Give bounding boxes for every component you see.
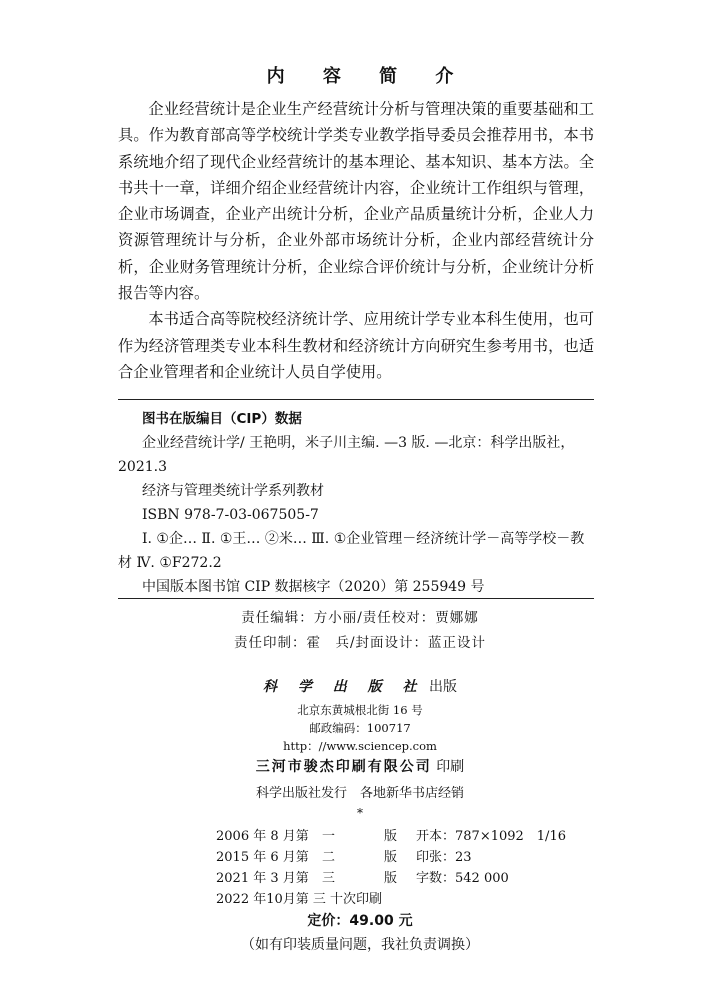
intro-paragraph: 本书适合高等院校经济统计学、应用统计学专业本科生使用，也可作为经济管理类专业本科生教材和经济统计方向研究生参考用书，也适合企业管理者和企业统计人员自学使用。	[118, 310, 594, 381]
publisher-address: 北京东黄城根北街 16 号	[297, 703, 423, 717]
intro-paragraph: 企业经营统计是企业生产经营统计分析与管理决策的重要基础和工具。作为教育部高等学校统计学类专业教学指导委员会推荐用书，本书系统地介绍了现代企业经营统计的基本理论、基本知识、基本方法。全书共十一章，详细介绍企业经营统计内容，企业统计工作组织与管理，企业市场调查，企业产出统计分析，企业产品质量统计分析，企业人力资源管理统计与分析，企业外部市场统计分析，企业内部经营统计分析，企业财务管理统计分析，企业综合评价统计与分析，企业统计分析报告等内容。	[118, 100, 594, 303]
print-run: 2022 年10月第 三 十次印刷	[216, 892, 383, 907]
separator-star: *	[357, 806, 363, 820]
credits	[0, 606, 720, 656]
edition-info	[216, 826, 566, 910]
printer-suffix: 印刷	[436, 759, 465, 775]
intro-text	[118, 96, 594, 385]
distribution-line: 科学出版社发行 各地新华书店经销	[255, 786, 464, 801]
edition-spec: 开本：787×1092 1/16	[416, 829, 566, 844]
cip-line: Ⅰ. ①企… Ⅱ. ①王… ②米… Ⅲ. ①企业管理－经济统计学－高等学校－教材 Ⅳ. ①F272.2	[118, 531, 585, 571]
printer-line	[0, 756, 720, 776]
price: 定价：49.00 元	[307, 913, 413, 929]
credits-line: 责任印制：霍 兵/封面设计：蓝正设计	[233, 635, 487, 651]
cip-data-block	[118, 399, 594, 599]
edition-ordinal: 三	[322, 871, 336, 886]
edition-date: 2006 年 8 月第	[216, 829, 309, 844]
edition-kind: 版	[384, 829, 398, 844]
edition-kind: 版	[384, 850, 398, 865]
edition-row	[216, 826, 566, 847]
edition-kind: 版	[384, 871, 398, 886]
cip-heading: 图书在版编目（CIP）数据	[142, 411, 302, 427]
edition-spec: 字数：542 000	[416, 871, 509, 886]
edition-spec: 印张：23	[416, 850, 472, 865]
edition-date: 2015 年 6 月第	[216, 850, 309, 865]
edition-date: 2021 年 3 月第	[216, 871, 309, 886]
edition-row	[216, 847, 566, 868]
quality-notice: （如有印装质量问题，我社负责调换）	[241, 937, 479, 953]
page-title: 内 容 简 介	[266, 66, 470, 87]
publisher-line	[0, 676, 720, 696]
publisher-url: http：//www.sciencep.com	[283, 739, 437, 753]
edition-ordinal: 二	[322, 850, 336, 865]
edition-row	[216, 868, 566, 889]
publisher-postcode: 邮政编码：100717	[309, 721, 411, 735]
cip-line: ISBN 978-7-03-067505-7	[142, 507, 319, 523]
cip-line: 中国版本图书馆 CIP 数据核字（2020）第 255949 号	[142, 579, 485, 595]
cip-line: 经济与管理类统计学系列教材	[142, 483, 324, 499]
publisher-name: 科 学 出 版 社	[263, 679, 425, 695]
edition-ordinal: 一	[322, 829, 336, 844]
printer-name: 三河市骏杰印刷有限公司	[255, 759, 432, 775]
credits-line: 责任编辑：方小丽/责任校对：贾娜娜	[241, 610, 479, 626]
cip-line: 企业经营统计学/ 王艳明，米子川主编. —3 版. —北京：科学出版社，2021.3	[118, 435, 575, 475]
publisher-suffix: 出版	[428, 679, 457, 695]
cip-body	[118, 431, 594, 599]
